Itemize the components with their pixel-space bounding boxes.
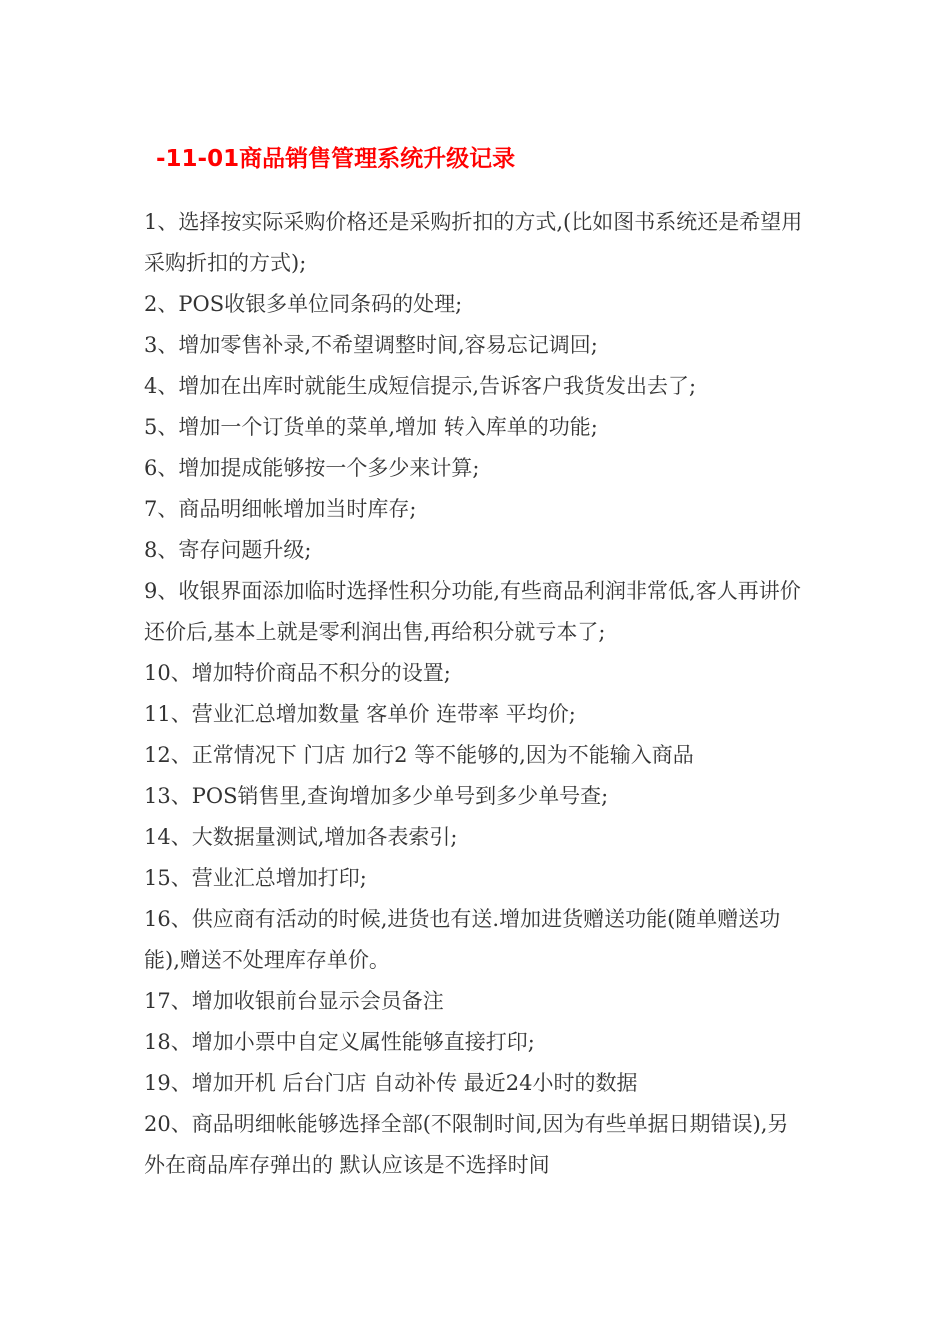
- list-item: 7、商品明细帐增加当时库存;: [144, 497, 417, 521]
- list-item: 12、正常情况下 门店 加行2 等不能够的,因为不能输入商品: [144, 743, 694, 767]
- list-item: 6、增加提成能够按一个多少来计算;: [144, 456, 480, 480]
- list-item: 10、增加特价商品不积分的设置;: [144, 661, 451, 685]
- list-item: 20、商品明细帐能够选择全部(不限制时间,因为有些单据日期错误),另外在商品库存弹出的 默认应该是不选择时间: [144, 1112, 789, 1177]
- list-item: 19、增加开机 后台门店 自动补传 最近24小时的数据: [144, 1071, 638, 1095]
- upgrade-record-list: [144, 202, 809, 1186]
- list-item: 8、寄存问题升级;: [144, 538, 312, 562]
- list-item: 16、供应商有活动的时候,进货也有送.增加进货赠送功能(随单赠送功能),赠送不处理库存单价。: [144, 907, 781, 972]
- list-item: 17、增加收银前台显示会员备注: [144, 989, 444, 1013]
- list-item: 2、POS收银多单位同条码的处理;: [144, 292, 463, 316]
- list-item: 11、营业汇总增加数量 客单价 连带率 平均价;: [144, 702, 576, 726]
- list-item: 14、大数据量测试,增加各表索引;: [144, 825, 458, 849]
- list-item: 1、选择按实际采购价格还是采购折扣的方式,(比如图书系统还是希望用采购折扣的方式);: [144, 210, 803, 275]
- list-item: 4、增加在出库时就能生成短信提示,告诉客户我货发出去了;: [144, 374, 697, 398]
- document-title: -11-01商品销售管理系统升级记录: [156, 146, 516, 172]
- list-item: 5、增加一个订货单的菜单,增加 转入库单的功能;: [144, 415, 598, 439]
- list-item: 15、营业汇总增加打印;: [144, 866, 367, 890]
- list-item: 3、增加零售补录,不希望调整时间,容易忘记调回;: [144, 333, 598, 357]
- list-item: 18、增加小票中自定义属性能够直接打印;: [144, 1030, 535, 1054]
- list-item: 9、收银界面添加临时选择性积分功能,有些商品利润非常低,客人再讲价还价后,基本上就是零利润出售,再给积分就亏本了;: [144, 579, 801, 644]
- list-item: 13、POS销售里,查询增加多少单号到多少单号查;: [144, 784, 609, 808]
